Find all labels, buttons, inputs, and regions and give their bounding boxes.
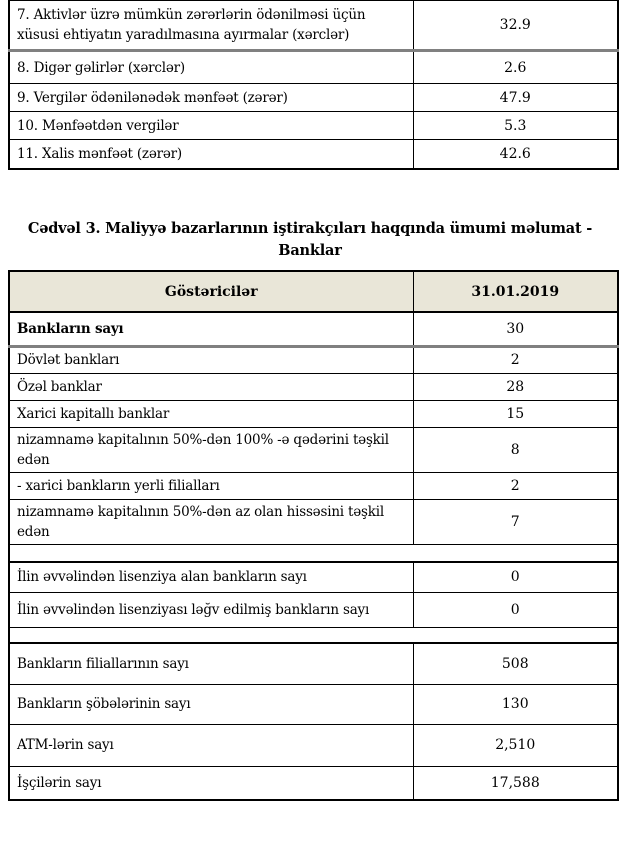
table-row bbox=[9, 112, 618, 140]
row-label: İlin əvvəlindən lisenziya alan bankların sayı bbox=[9, 562, 413, 592]
table-row bbox=[9, 84, 618, 112]
table3-title-line1: Cədvəl 3. Maliyyə bazarlarının iştirakçıları haqqında ümumi məlumat - bbox=[27, 220, 593, 237]
spacer-row bbox=[9, 627, 618, 643]
profit-loss-table bbox=[8, 0, 619, 170]
spacer-row bbox=[9, 544, 618, 562]
table-row bbox=[9, 643, 618, 684]
row-value: 0 bbox=[413, 592, 618, 627]
row-value: 508 bbox=[413, 643, 618, 684]
row-value: 28 bbox=[413, 373, 618, 400]
table-row bbox=[9, 592, 618, 627]
spacer-cell bbox=[9, 544, 618, 562]
table-row bbox=[9, 427, 618, 472]
table-header-row bbox=[9, 271, 618, 312]
row-value: 32.9 bbox=[413, 1, 618, 51]
table-row bbox=[9, 400, 618, 427]
row-label: Dövlət bankları bbox=[9, 346, 413, 373]
row-label: İşçilərin sayı bbox=[9, 766, 413, 800]
table-row bbox=[9, 51, 618, 84]
row-label: Özəl banklar bbox=[9, 373, 413, 400]
row-label: 10. Mənfəətdən vergilər bbox=[9, 112, 413, 140]
table-row bbox=[9, 1, 618, 51]
row-value: 7 bbox=[413, 499, 618, 544]
row-value: 0 bbox=[413, 562, 618, 592]
row-value: 5.3 bbox=[413, 112, 618, 140]
table-row bbox=[9, 140, 618, 169]
table-row bbox=[9, 346, 618, 373]
row-value: 8 bbox=[413, 427, 618, 472]
row-value: 130 bbox=[413, 684, 618, 724]
row-label: 11. Xalis mənfəət (zərər) bbox=[9, 140, 413, 169]
row-label: Bankların şöbələrinin sayı bbox=[9, 684, 413, 724]
table-row bbox=[9, 312, 618, 346]
row-value: 2 bbox=[413, 346, 618, 373]
row-label: ATM-lərin sayı bbox=[9, 724, 413, 766]
banks-overview-table bbox=[8, 270, 619, 801]
row-label: - xarici bankların yerli filialları bbox=[9, 472, 413, 499]
row-label: 8. Digər gəlirlər (xərclər) bbox=[9, 51, 413, 84]
table-row bbox=[9, 499, 618, 544]
row-value: 15 bbox=[413, 400, 618, 427]
row-value: 2,510 bbox=[413, 724, 618, 766]
table-row bbox=[9, 766, 618, 800]
row-label: 7. Aktivlər üzrə mümkün zərərlərin ödənilməsi üçün xüsusi ehtiyatın yaradılmasına ayırmalar (xərclər) bbox=[9, 1, 413, 51]
table-row bbox=[9, 724, 618, 766]
row-value: 2 bbox=[413, 472, 618, 499]
header-indicator-cell: Göstəricilər bbox=[9, 271, 413, 312]
row-label: nizamnamə kapitalının 50%-dən 100% -ə qədərini təşkil edən bbox=[9, 427, 413, 472]
row-value: 2.6 bbox=[413, 51, 618, 84]
table3-title-line2: Banklar bbox=[278, 242, 342, 259]
row-label: 9. Vergilər ödənilənədək mənfəət (zərər) bbox=[9, 84, 413, 112]
row-label: Bankların sayı bbox=[9, 312, 413, 346]
spacer-cell bbox=[9, 627, 618, 643]
header-date-cell: 31.01.2019 bbox=[413, 271, 618, 312]
row-value: 47.9 bbox=[413, 84, 618, 112]
table-row bbox=[9, 684, 618, 724]
row-label: İlin əvvəlindən lisenziyası ləğv edilmiş bankların sayı bbox=[9, 592, 413, 627]
table-row bbox=[9, 373, 618, 400]
table-row bbox=[9, 562, 618, 592]
row-value: 42.6 bbox=[413, 140, 618, 169]
row-label: Xarici kapitallı banklar bbox=[9, 400, 413, 427]
table3-title bbox=[0, 218, 620, 262]
row-label: nizamnamə kapitalının 50%-dən az olan hissəsini təşkil edən bbox=[9, 499, 413, 544]
row-label: Bankların filiallarının sayı bbox=[9, 643, 413, 684]
row-value: 17,588 bbox=[413, 766, 618, 800]
row-value: 30 bbox=[413, 312, 618, 346]
table-row bbox=[9, 472, 618, 499]
